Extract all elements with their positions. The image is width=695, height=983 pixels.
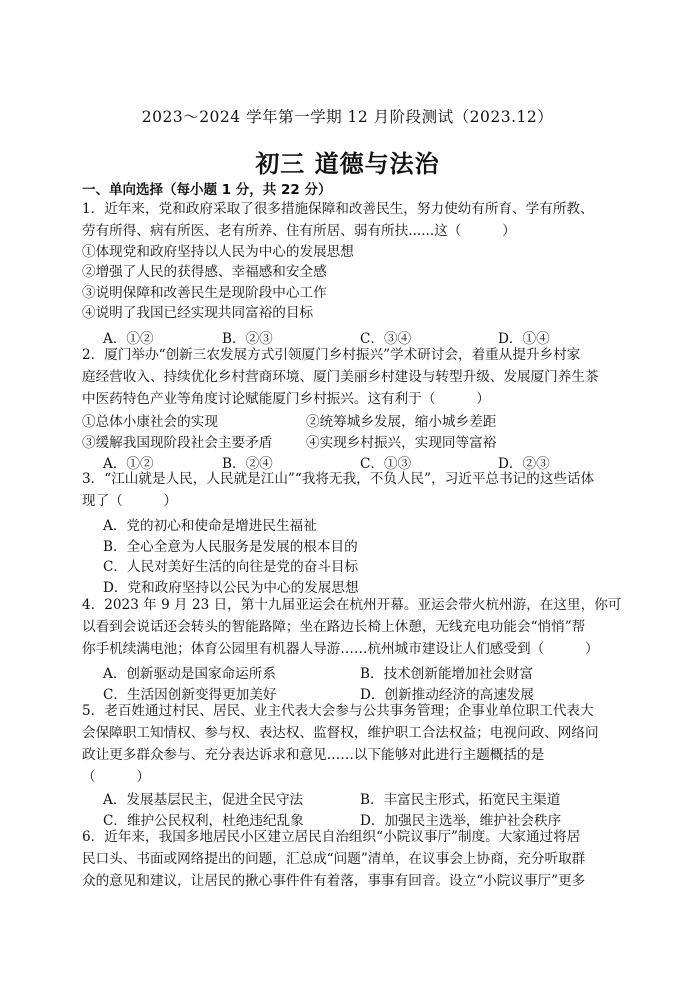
- question-1-choice-b[interactable]: B．②③: [222, 331, 273, 347]
- question-4-choice-b[interactable]: B．技术创新能增加社会财富: [360, 666, 534, 682]
- question-1-item: ④说明了我国已经实现共同富裕的目标: [82, 305, 314, 321]
- question-5-choice-b[interactable]: B．丰富民主形式，拓宽民主渠道: [360, 792, 561, 808]
- question-3-choice-a[interactable]: A．党的初心和使命是增进民生福祉: [103, 518, 317, 534]
- question-5-choice-a[interactable]: A．发展基层民主，促进全民守法: [103, 792, 304, 808]
- question-1-choice-a[interactable]: A．①②: [103, 331, 154, 347]
- question-2-stem-line: 2．厦门举办“创新三农发展方式引领厦门乡村振兴”学术研讨会，着重从提升乡村家: [82, 347, 581, 363]
- question-2-choice-a[interactable]: A．①②: [103, 456, 154, 472]
- question-5-stem-line: 5．老百姓通过村民、居民、业主代表大会参与公共事务管理；企事业单位职工代表大: [82, 703, 594, 719]
- question-3-choice-d[interactable]: D．党和政府坚持以公民为中心的发展思想: [103, 580, 359, 596]
- question-1-stem-line: 劳有所得、病有所医、老有所养、住有所居、弱有所扶......这（ ）: [82, 223, 516, 239]
- question-3-choice-c[interactable]: C．人民对美好生活的向往是党的奋斗目标: [103, 559, 359, 575]
- question-3-choice-b[interactable]: B．全心全意为人民服务是发展的根本目的: [103, 539, 358, 555]
- question-2-stem-line: 庭经营收入、持续优化乡村营商环境、厦门美丽乡村建设与转型升级、发展厦门养生茶: [82, 369, 599, 385]
- page-title: 初三 道德与法治: [255, 150, 440, 178]
- question-4-choice-c[interactable]: C．生活因创新变得更加美好: [103, 687, 277, 703]
- question-1-choice-c[interactable]: C．③④: [360, 331, 412, 347]
- question-1-item: ①体现党和政府坚持以人民为中心的发展思想: [82, 244, 354, 260]
- question-1-item: ③说明保障和改善民生是现阶段中心工作: [82, 285, 327, 301]
- question-4-stem-line: 你手机续满电池；体育公园里有机器人导游……杭州城市建设让人们感受到（ ）: [82, 641, 599, 657]
- question-3-stem-line: 现了（ ）: [82, 493, 178, 509]
- question-2-item: ②统筹城乡发展，缩小城乡差距: [306, 414, 497, 430]
- question-2-stem-line: 中医药特色产业等角度讨论赋能厦门乡村振兴。这有利于（ ）: [82, 391, 490, 407]
- question-5-stem-line: 政让更多群众参与、充分表达诉求和意见……以下能够对此进行主题概括的是: [82, 747, 545, 763]
- question-6-stem-line: 民口头、书面或网络提出的问题，汇总成“问题”清单，在议事会上协商，充分听取群: [82, 851, 586, 867]
- question-5-stem-line: 会保障职工知情权、参与权、表达权、监督权，维护职工合法权益；电视问政、网络问: [82, 725, 599, 741]
- exam-header: 2023～2024 学年第一学期 12 月阶段测试（2023.12）: [141, 108, 554, 126]
- question-2-item: ①总体小康社会的实现: [82, 414, 218, 430]
- question-2-choice-b[interactable]: B．②④: [222, 456, 273, 472]
- question-4-choice-a[interactable]: A．创新驱动是国家命运所系: [103, 666, 276, 682]
- question-2-item: ③缓解我国现阶段社会主要矛盾: [82, 435, 273, 451]
- question-6-stem-line: 众的意见和建议，让居民的揪心事件件有着落，事事有回音。设立“小院议事厅”更多: [82, 873, 586, 889]
- question-4-stem-line: 4．2023 年 9 月 23 日，第十九届亚运会在杭州开幕。亚运会带火杭州游，在这里，你可: [82, 597, 622, 613]
- question-6-stem-line: 6．近年来，我国多地居民小区建立居民自治组织“小院议事厅”制度。大家通过将居: [82, 829, 581, 845]
- question-1-choice-d[interactable]: D．①④: [498, 331, 550, 347]
- question-5-stem-line: （ ）: [82, 769, 150, 785]
- question-1-item: ②增强了人民的获得感、幸福感和安全感: [82, 264, 327, 280]
- question-4-choice-d[interactable]: D．创新推动经济的高速发展: [360, 687, 535, 703]
- question-4-stem-line: 以看到会说话还会转头的智能路障；坐在路边长椅上休憩，无线充电功能会“悄悄”帮: [82, 619, 586, 635]
- question-1-stem-line: 1．近年来，党和政府采取了很多措施保障和改善民生，努力使幼有所育、学有所教、: [82, 201, 594, 217]
- question-5-choice-c[interactable]: C．维护公民权利，杜绝违纪乱象: [103, 813, 304, 829]
- section-heading: 一、单向选择（每小题 1 分，共 22 分）: [82, 182, 332, 198]
- question-2-choice-d[interactable]: D．②③: [498, 456, 550, 472]
- question-2-choice-c[interactable]: C．①③: [360, 456, 412, 472]
- question-2-item: ④实现乡村振兴，实现同等富裕: [306, 435, 497, 451]
- question-3-stem-line: 3．“江山就是人民，人民就是江山”“我将无我，不负人民”，习近平总书记的这些话体: [82, 471, 595, 487]
- question-5-choice-d[interactable]: D．加强民主选举，维护社会秩序: [360, 813, 562, 829]
